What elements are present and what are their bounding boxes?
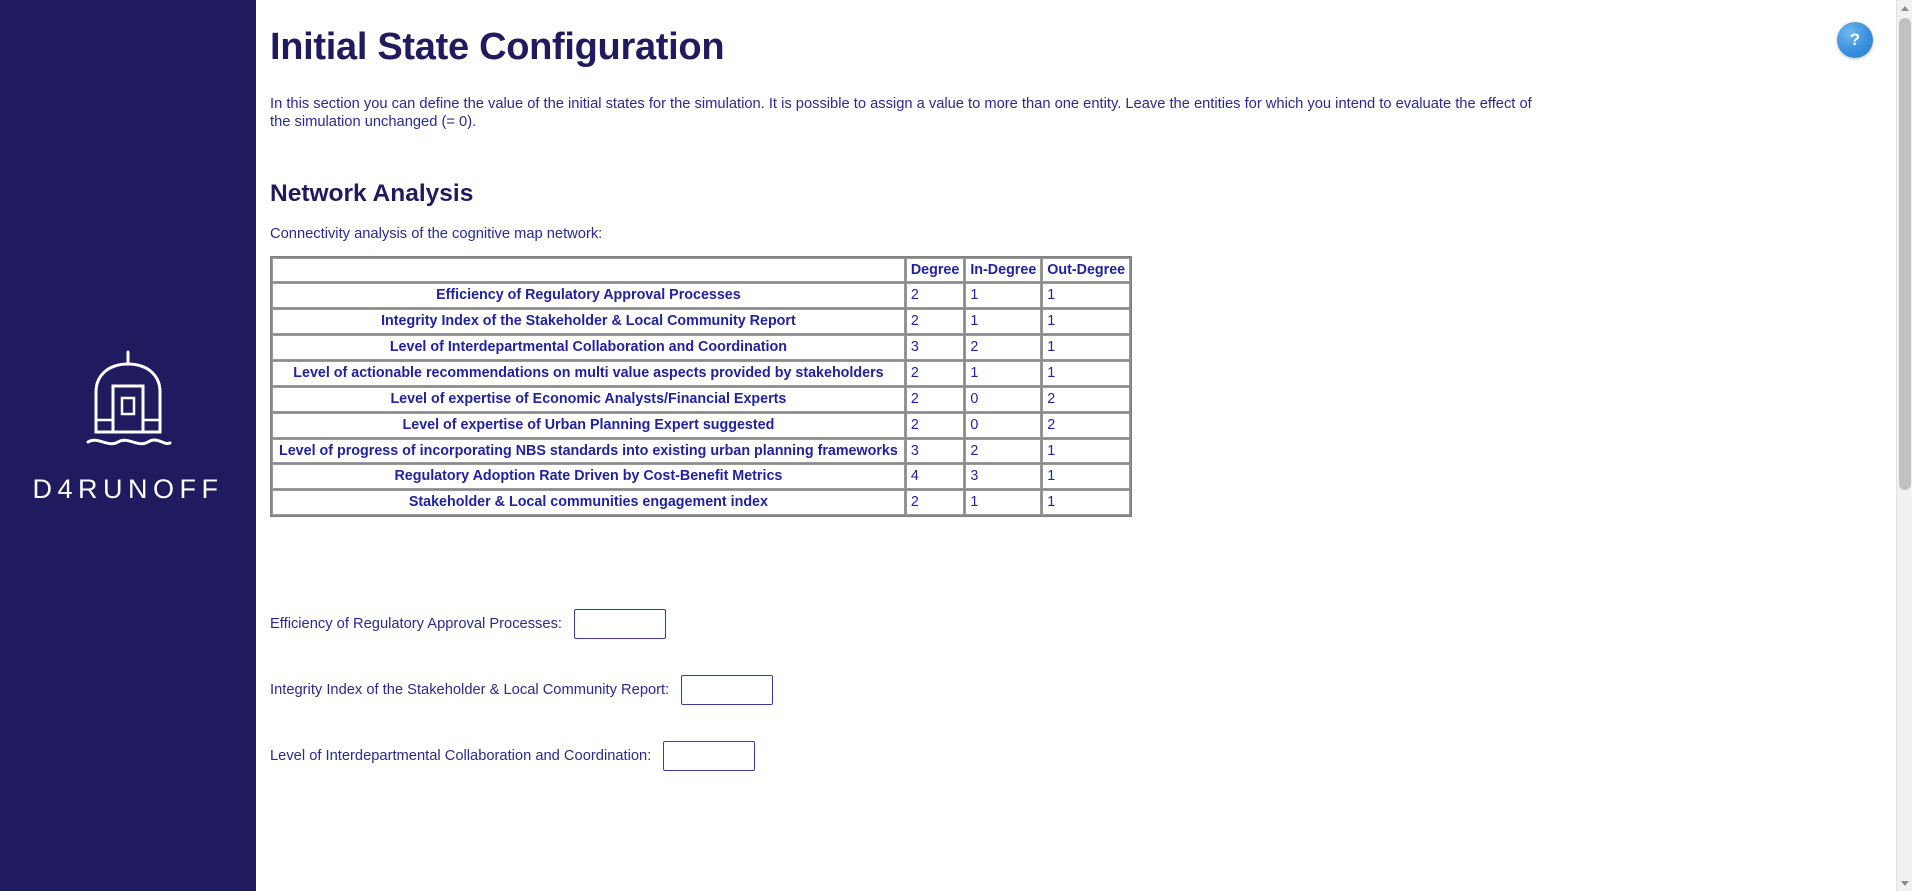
table-cell-degree: 2 [906,490,964,515]
table-cell-out-degree: 1 [1042,309,1130,334]
page-title: Initial State Configuration [270,26,725,68]
form-row [270,741,1882,771]
table-cell-in-degree: 2 [965,439,1041,464]
table-cell-degree: 2 [906,361,964,386]
table-cell-in-degree: 0 [965,387,1041,412]
initial-state-input[interactable] [663,741,755,771]
table-row [272,464,1130,489]
table-cell-in-degree: 0 [965,413,1041,438]
table-cell-degree: 3 [906,439,964,464]
network-analysis-subtitle: Connectivity analysis of the cognitive map network: [270,225,603,242]
table-header [272,258,1130,283]
table-cell-out-degree: 2 [1042,387,1130,412]
table-cell-in-degree: 1 [965,361,1041,386]
table-row [272,490,1130,515]
table-cell-entity: Efficiency of Regulatory Approval Processes [272,283,905,308]
page-scrollbar[interactable] [1896,0,1912,891]
table-cell-out-degree: 1 [1042,464,1130,489]
table-row [272,439,1130,464]
chevron-up-icon [1901,6,1909,11]
sidebar-logo [33,346,224,505]
initial-state-input[interactable] [681,675,773,705]
table-cell-entity: Level of expertise of Economic Analysts/Financial Experts [272,387,905,412]
table-cell-entity: Stakeholder & Local communities engagement index [272,490,905,515]
main-content [256,0,1912,891]
intro-paragraph: In this section you can define the value of the initial states for the simulation. It is possible to assign a value to more than one entity. Leave the entities for which you intend to evaluate the effect of the simulation unchanged (= 0). [270,95,1532,130]
scroll-up-button[interactable] [1897,0,1912,16]
form-label: Efficiency of Regulatory Approval Processes: [270,616,562,633]
table-cell-entity: Level of Interdepartmental Collaboration and Coordination [272,335,905,360]
d4runoff-logo-icon [66,346,190,458]
form-row [270,675,1882,705]
table-cell-degree: 2 [906,413,964,438]
table-cell-entity: Level of actionable recommendations on multi value aspects provided by stakeholders [272,361,905,386]
table-cell-out-degree: 1 [1042,490,1130,515]
table-cell-entity: Level of expertise of Urban Planning Expert suggested [272,413,905,438]
table-row [272,283,1130,308]
table-cell-entity: Regulatory Adoption Rate Driven by Cost-Benefit Metrics [272,464,905,489]
help-button[interactable]: ? [1837,22,1873,58]
content-wrapper [256,0,1912,771]
table-cell-out-degree: 2 [1042,413,1130,438]
table-cell-out-degree: 1 [1042,439,1130,464]
table-row [272,387,1130,412]
table-row [272,413,1130,438]
sidebar [0,0,256,891]
column-header-entity [272,258,905,283]
column-header-in-degree: In-Degree [965,258,1041,283]
table-cell-degree: 2 [906,387,964,412]
table-cell-degree: 4 [906,464,964,489]
table-cell-in-degree: 3 [965,464,1041,489]
scrollbar-thumb[interactable] [1899,18,1911,490]
table-cell-out-degree: 1 [1042,335,1130,360]
table-cell-degree: 2 [906,309,964,334]
table-cell-entity: Level of progress of incorporating NBS standards into existing urban planning frameworks [272,439,905,464]
scroll-down-button[interactable] [1897,875,1912,891]
form-row [270,609,1882,639]
network-analysis-heading: Network Analysis [270,179,474,207]
table-row [272,361,1130,386]
table-cell-out-degree: 1 [1042,283,1130,308]
form-label: Level of Interdepartmental Collaboration and Coordination: [270,748,652,765]
column-header-out-degree: Out-Degree [1042,258,1130,283]
table-cell-out-degree: 1 [1042,361,1130,386]
table-header-row [272,258,1130,283]
initial-state-input[interactable] [574,609,666,639]
table-body [272,283,1130,515]
initial-state-form [270,609,1882,771]
table-cell-degree: 3 [906,335,964,360]
table-row [272,335,1130,360]
column-header-degree: Degree [906,258,964,283]
table-cell-in-degree: 2 [965,335,1041,360]
table-cell-degree: 2 [906,283,964,308]
table-cell-in-degree: 1 [965,283,1041,308]
form-label: Integrity Index of the Stakeholder & Local Community Report: [270,682,670,699]
sidebar-wordmark: D4RUNOFF [32,474,224,504]
table-cell-entity: Integrity Index of the Stakeholder & Local Community Report [272,309,905,334]
network-analysis-table [270,256,1132,518]
table-cell-in-degree: 1 [965,490,1041,515]
table-row [272,309,1130,334]
table-cell-in-degree: 1 [965,309,1041,334]
chevron-down-icon [1901,881,1909,886]
